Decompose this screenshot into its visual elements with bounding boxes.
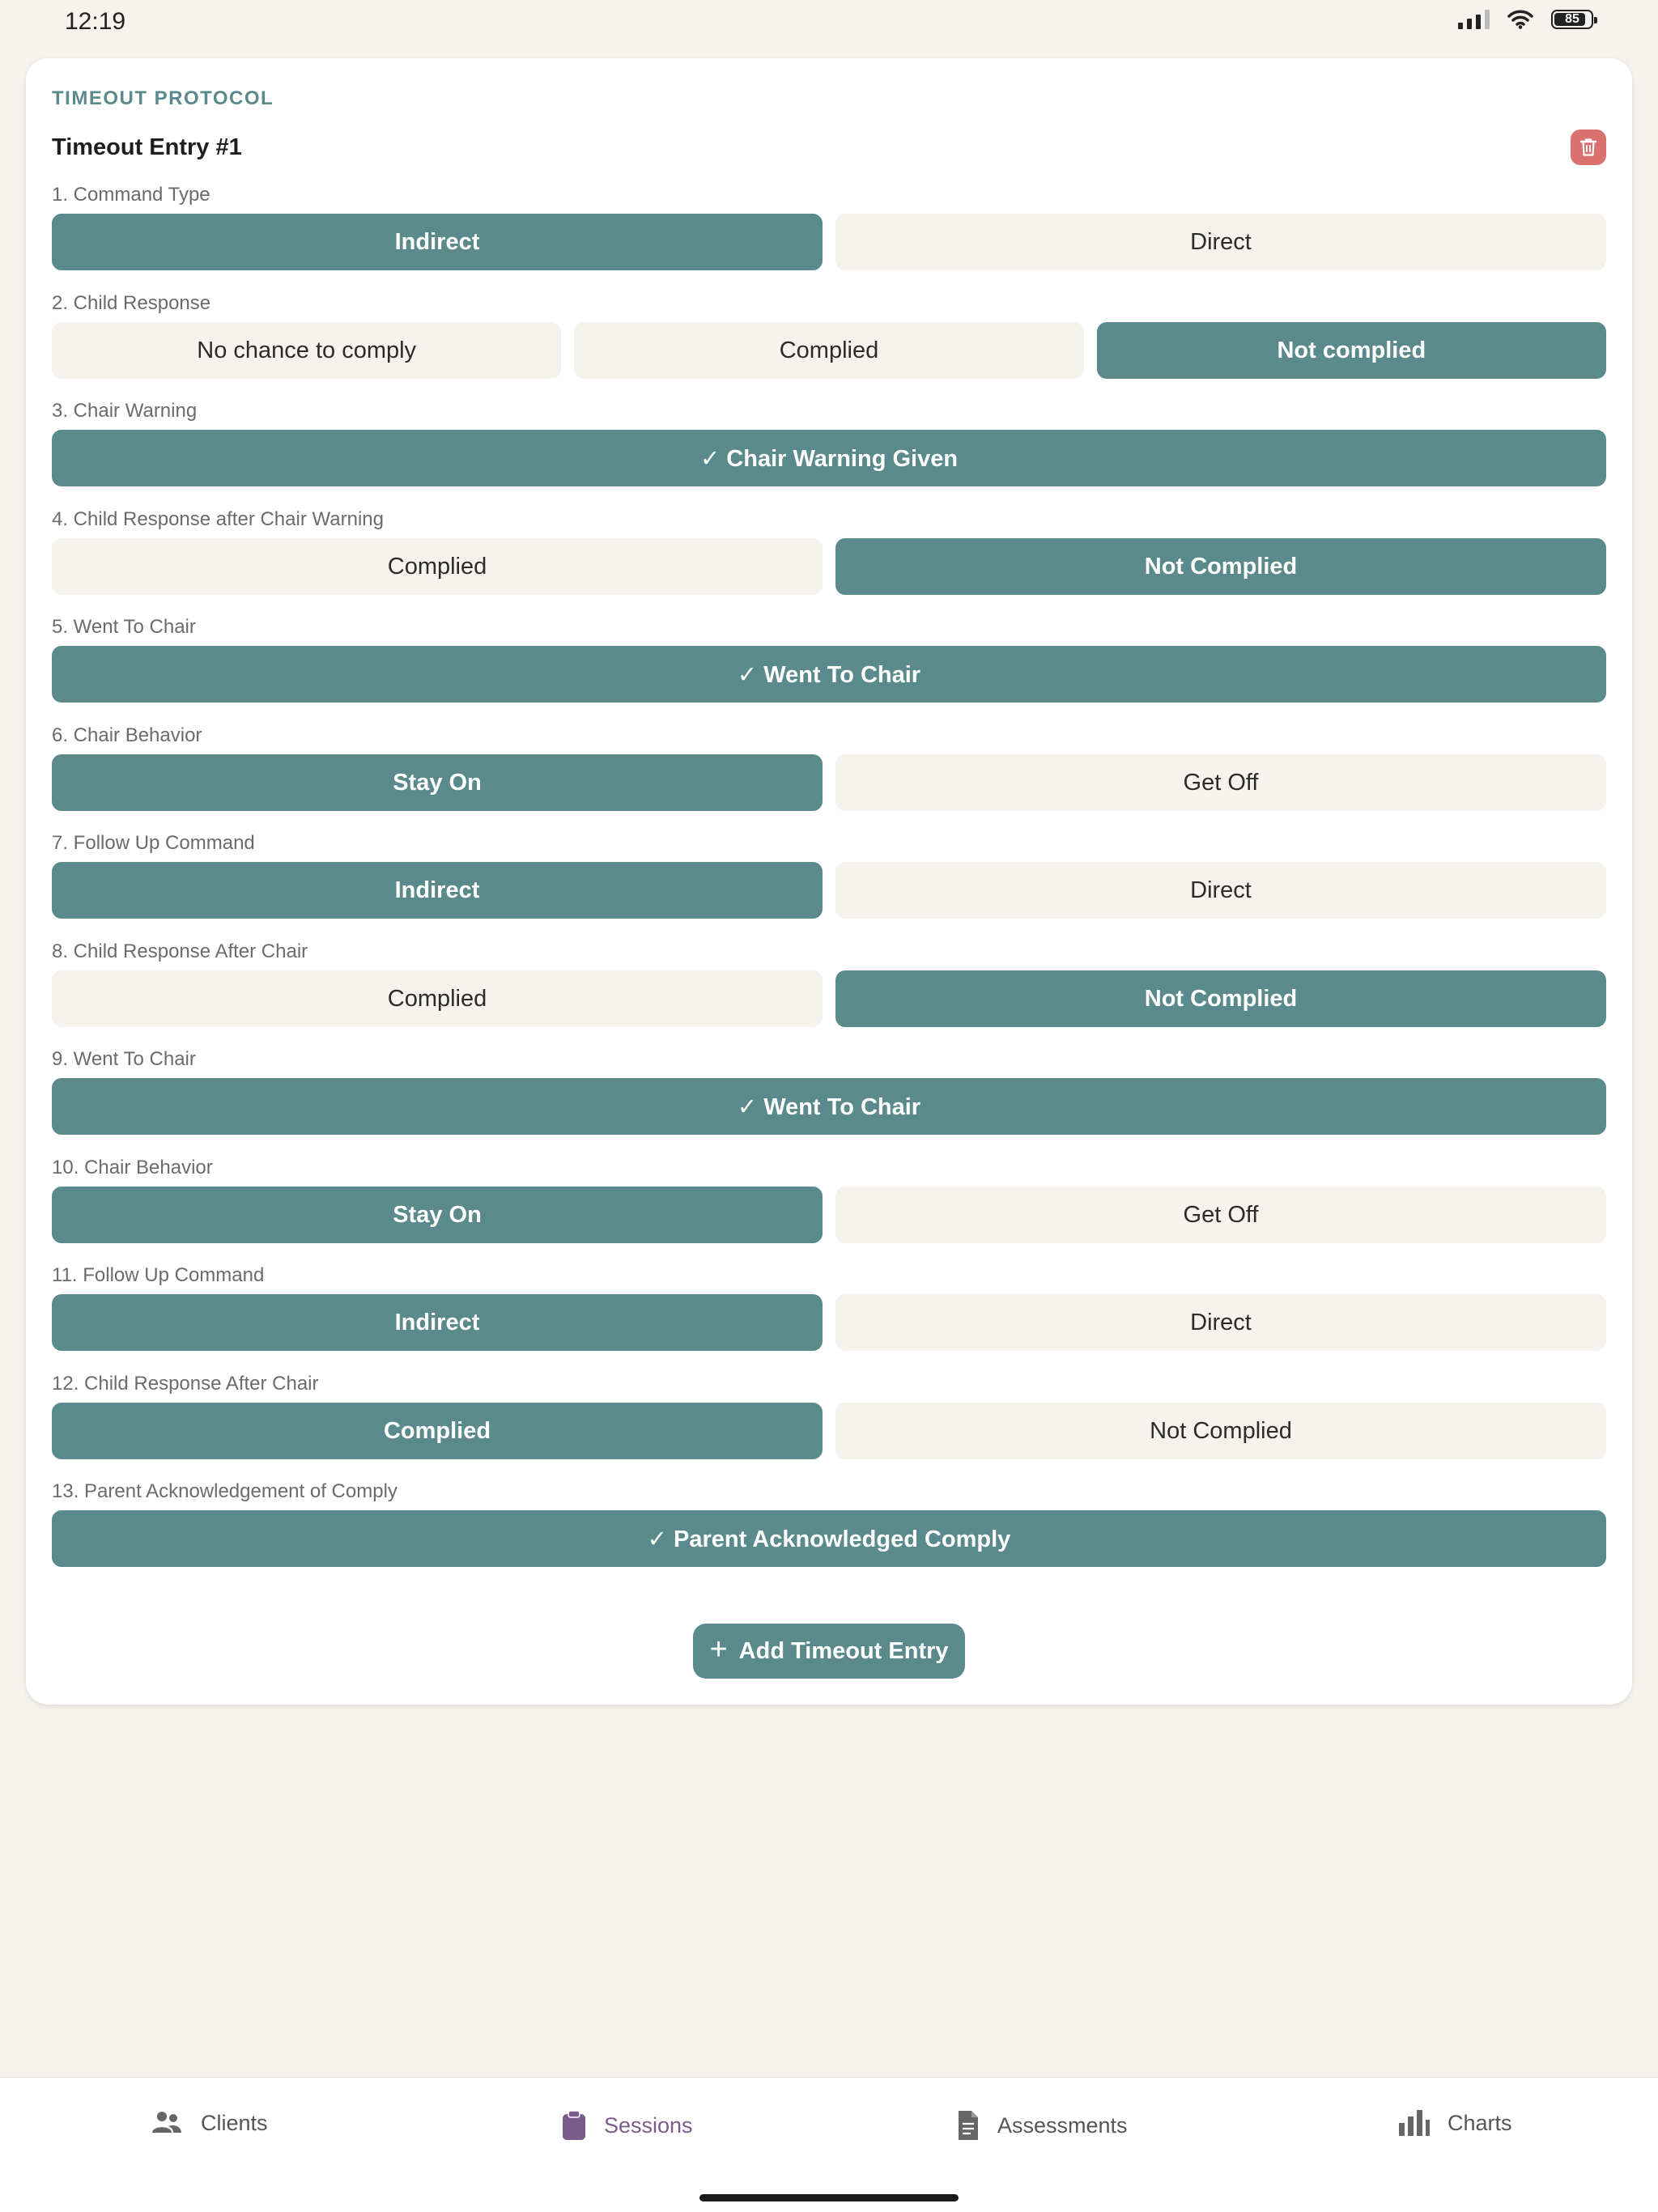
status-icons bbox=[1458, 10, 1593, 29]
question-label: 6. Chair Behavior bbox=[52, 724, 202, 746]
option-button[interactable]: Not Complied bbox=[835, 1403, 1606, 1459]
option-group bbox=[52, 754, 1606, 811]
question-label: 3. Chair Warning bbox=[52, 400, 198, 422]
question-label: 7. Follow Up Command bbox=[52, 832, 255, 854]
option-group bbox=[52, 322, 1606, 379]
option-button[interactable]: Indirect bbox=[52, 214, 823, 270]
question-10 bbox=[52, 1154, 1606, 1243]
option-group bbox=[52, 1294, 1606, 1351]
option-button[interactable]: Not Complied bbox=[835, 970, 1606, 1027]
question-label: 12. Child Response After Chair bbox=[52, 1373, 319, 1395]
timeout-protocol-card bbox=[26, 58, 1632, 1705]
option-button[interactable]: Direct bbox=[835, 1294, 1606, 1351]
tab-clients-label: Clients bbox=[201, 2110, 268, 2135]
question-2 bbox=[52, 290, 1606, 379]
option-group bbox=[52, 862, 1606, 919]
option-group bbox=[52, 1510, 1606, 1567]
question-label: 1. Command Type bbox=[52, 184, 210, 206]
document-icon bbox=[957, 2110, 980, 2141]
status-bar bbox=[0, 0, 1658, 45]
question-1 bbox=[52, 181, 1606, 270]
question-label: 5. Went To Chair bbox=[52, 616, 196, 638]
wifi-icon bbox=[1507, 10, 1533, 29]
bar-chart-icon bbox=[1397, 2110, 1430, 2136]
tab-assessments[interactable] bbox=[957, 2110, 1128, 2141]
question-label: 4. Child Response after Chair Warning bbox=[52, 508, 384, 530]
option-button[interactable]: Not complied bbox=[1097, 322, 1606, 379]
plus-icon: + bbox=[709, 1632, 728, 1666]
option-button[interactable]: Direct bbox=[835, 862, 1606, 919]
option-button[interactable]: Stay On bbox=[52, 1187, 823, 1243]
question-8 bbox=[52, 938, 1606, 1027]
option-button[interactable]: Not Complied bbox=[835, 538, 1606, 595]
section-title: TIMEOUT PROTOCOL bbox=[52, 87, 274, 109]
battery-percent: 85 bbox=[1565, 12, 1579, 26]
question-label: 8. Child Response After Chair bbox=[52, 940, 308, 962]
add-timeout-entry-label: Add Timeout Entry bbox=[738, 1637, 949, 1664]
question-5 bbox=[52, 614, 1606, 703]
option-button[interactable]: Complied bbox=[52, 538, 823, 595]
clipboard-icon bbox=[562, 2110, 586, 2141]
option-group bbox=[52, 538, 1606, 595]
question-7 bbox=[52, 830, 1606, 919]
entry-title: Timeout Entry #1 bbox=[52, 134, 242, 160]
option-group bbox=[52, 970, 1606, 1027]
question-13 bbox=[52, 1478, 1606, 1567]
tab-charts[interactable] bbox=[1397, 2110, 1512, 2136]
delete-entry-button[interactable] bbox=[1571, 129, 1606, 165]
option-button[interactable]: Indirect bbox=[52, 862, 823, 919]
option-group bbox=[52, 430, 1606, 486]
option-button[interactable]: No chance to comply bbox=[52, 322, 561, 379]
option-button[interactable]: Complied bbox=[52, 970, 823, 1027]
question-label: 10. Chair Behavior bbox=[52, 1157, 213, 1178]
option-group bbox=[52, 214, 1606, 270]
tab-clients[interactable] bbox=[151, 2110, 268, 2136]
option-button[interactable]: ✓ Went To Chair bbox=[52, 646, 1606, 703]
cellular-signal-icon bbox=[1458, 10, 1490, 29]
bottom-tab-bar bbox=[0, 2077, 1658, 2212]
trash-icon bbox=[1579, 138, 1597, 157]
option-button[interactable]: Direct bbox=[835, 214, 1606, 270]
question-label: 11. Follow Up Command bbox=[52, 1264, 265, 1286]
option-button[interactable]: Get Off bbox=[835, 754, 1606, 811]
question-11 bbox=[52, 1262, 1606, 1351]
question-12 bbox=[52, 1370, 1606, 1459]
question-4 bbox=[52, 506, 1606, 595]
option-group bbox=[52, 1078, 1606, 1135]
option-button[interactable]: Stay On bbox=[52, 754, 823, 811]
option-group bbox=[52, 1187, 1606, 1243]
tab-charts-label: Charts bbox=[1448, 2110, 1512, 2135]
option-button[interactable]: ✓ Chair Warning Given bbox=[52, 430, 1606, 486]
tab-assessments-label: Assessments bbox=[997, 2112, 1128, 2138]
option-button[interactable]: ✓ Parent Acknowledged Comply bbox=[52, 1510, 1606, 1567]
battery-icon bbox=[1551, 10, 1593, 29]
option-button[interactable]: Complied bbox=[574, 322, 1083, 379]
option-group bbox=[52, 646, 1606, 703]
question-3 bbox=[52, 397, 1606, 486]
option-group bbox=[52, 1403, 1606, 1459]
option-button[interactable]: Indirect bbox=[52, 1294, 823, 1351]
question-9 bbox=[52, 1046, 1606, 1135]
question-label: 2. Child Response bbox=[52, 292, 211, 314]
tab-sessions[interactable] bbox=[562, 2110, 693, 2141]
option-button[interactable]: ✓ Went To Chair bbox=[52, 1078, 1606, 1135]
option-button[interactable]: Complied bbox=[52, 1403, 823, 1459]
people-icon bbox=[151, 2110, 183, 2136]
tab-sessions-label: Sessions bbox=[604, 2112, 693, 2138]
question-label: 9. Went To Chair bbox=[52, 1048, 196, 1070]
add-timeout-entry-button[interactable] bbox=[693, 1624, 965, 1679]
question-6 bbox=[52, 722, 1606, 811]
status-time: 12:19 bbox=[65, 8, 126, 35]
home-indicator bbox=[699, 2194, 959, 2201]
option-button[interactable]: Get Off bbox=[835, 1187, 1606, 1243]
question-label: 13. Parent Acknowledgement of Comply bbox=[52, 1480, 397, 1502]
